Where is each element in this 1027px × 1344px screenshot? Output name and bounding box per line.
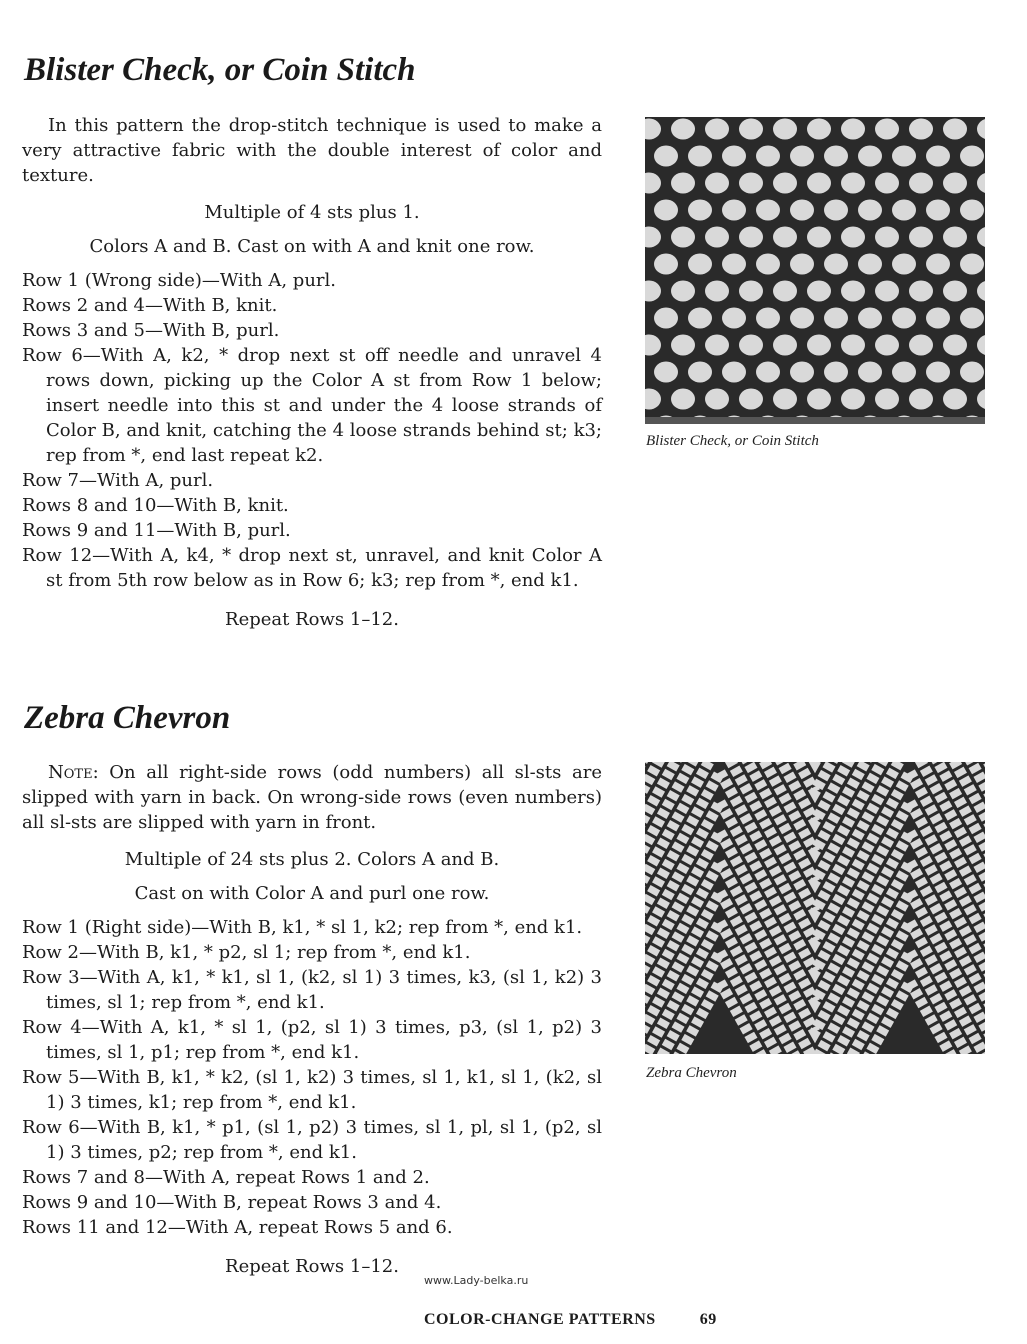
zebra-cast-on: Cast on with Color A and purl one row. (134, 883, 490, 904)
page-number: 69 (699, 1311, 717, 1328)
blister-row: Rows 8 and 10—With B, knit. (22, 495, 289, 516)
zebra-note-label: Note: (48, 762, 99, 783)
coin-stitch-pattern (645, 117, 985, 424)
blister-row: Rows 9 and 11—With B, purl. (22, 520, 291, 541)
zebra-row: Row 3—With A, k1, * k1, sl 1, (k2, sl 1) 3 times, k3, (sl 1, k2) 3 times, sl 1; rep from *, end k1. (22, 967, 602, 1013)
zebra-note (22, 760, 602, 835)
blister-row: Row 1 (Wrong side)—With A, purl. (22, 270, 337, 291)
zebra-row: Row 6—With B, k1, * p1, (sl 1, p2) 3 times, sl 1, pl, sl 1, (p2, sl 1) 3 times, p2; rep from *, end k1. (22, 1117, 602, 1163)
footer-section-title: COLOR-CHANGE PATTERNS (424, 1311, 656, 1328)
blister-swatch-image (645, 117, 985, 424)
zebra-body (22, 760, 602, 1288)
blister-multiple: Multiple of 4 sts plus 1. (204, 202, 420, 223)
page-footer (424, 1311, 717, 1329)
zebra-swatch-image (645, 762, 985, 1054)
blister-repeat: Repeat Rows 1–12. (225, 609, 399, 630)
zebra-title: Zebra Chevron (24, 700, 231, 736)
blister-cast-on: Colors A and B. Cast on with A and knit one row. (89, 236, 535, 257)
zebra-row: Rows 7 and 8—With A, repeat Rows 1 and 2. (22, 1167, 430, 1188)
blister-row: Row 12—With A, k4, * drop next st, unravel, and knit Color A st from 5th row below as in Row 6; k3; rep from *, end k1. (22, 545, 602, 591)
zebra-row: Row 4—With A, k1, * sl 1, (p2, sl 1) 3 times, p3, (sl 1, p2) 3 times, sl 1, p1; rep from *, end k1. (22, 1017, 602, 1063)
blister-row-list (22, 268, 602, 593)
zebra-row: Row 5—With B, k1, * k2, (sl 1, k2) 3 times, sl 1, k1, sl 1, (k2, sl 1) 3 times, k1; rep from *, end k1. (22, 1067, 602, 1113)
blister-row: Rows 2 and 4—With B, knit. (22, 295, 278, 316)
watermark: www.Lady-belka.ru (424, 1274, 529, 1287)
blister-intro: In this pattern the drop-stitch technique is used to make a very attractive fabric with the double interest of color and texture. (22, 115, 602, 186)
chevron-pattern (645, 762, 985, 1054)
blister-row: Rows 3 and 5—With B, purl. (22, 320, 280, 341)
zebra-row: Rows 9 and 10—With B, repeat Rows 3 and 4. (22, 1192, 442, 1213)
blister-row: Row 6—With A, k2, * drop next st off needle and unravel 4 rows down, picking up the Color A st from Row 1 below; insert needle into this st and under the 4 loose strands of Color B, and knit, catching the 4 loose strands behind st; k3; rep from *, end last repeat k2. (22, 345, 602, 466)
zebra-row-list (22, 915, 602, 1240)
blister-title: Blister Check, or Coin Stitch (24, 52, 416, 88)
zebra-note-text: On all right-side rows (odd numbers) all sl-sts are slipped with yarn in back. On wrong-side rows (even numbers) all sl-sts are slipped with yarn in front. (22, 762, 602, 833)
zebra-row: Row 1 (Right side)—With B, k1, * sl 1, k2; rep from *, end k1. (22, 917, 583, 938)
blister-row: Row 7—With A, purl. (22, 470, 214, 491)
blister-body (22, 113, 602, 641)
blister-caption: Blister Check, or Coin Stitch (646, 433, 819, 449)
zebra-row: Rows 11 and 12—With A, repeat Rows 5 and 6. (22, 1217, 453, 1238)
zebra-caption: Zebra Chevron (646, 1065, 737, 1081)
zebra-row: Row 2—With B, k1, * p2, sl 1; rep from *, end k1. (22, 942, 471, 963)
zebra-repeat: Repeat Rows 1–12. (225, 1256, 399, 1277)
zebra-multiple: Multiple of 24 sts plus 2. Colors A and B. (124, 849, 500, 870)
